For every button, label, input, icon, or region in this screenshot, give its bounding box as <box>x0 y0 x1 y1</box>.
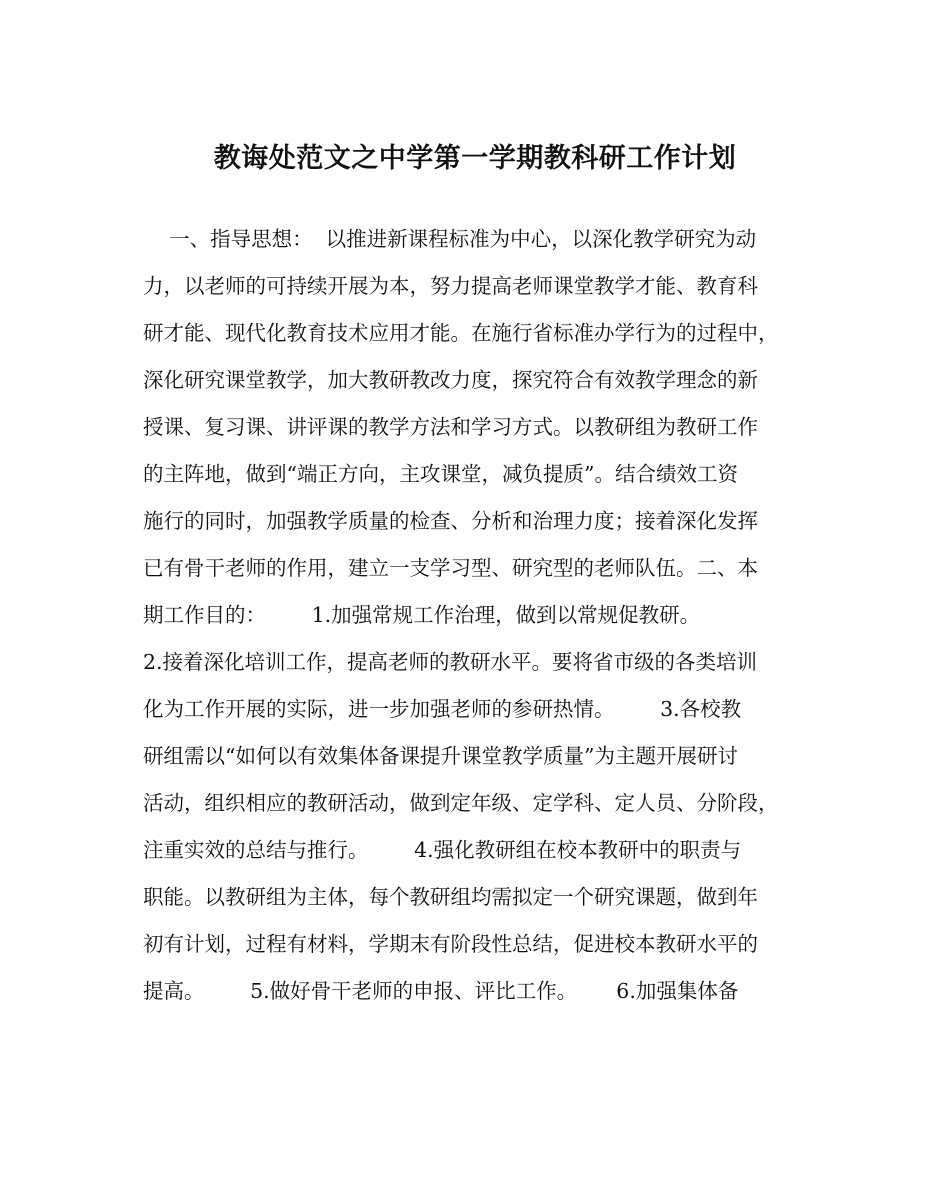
body-line-14: 注重实效的总结与推行。 4.强化教研组在校本教研中的职责与 <box>143 838 742 862</box>
body-line-10: 2.接着深化培训工作，提高老师的教研水平。要将省市级的各类培训 <box>143 650 758 674</box>
body-line-11: 化为工作开展的实际，进一步加强老师的参研热情。 3.各校教 <box>143 697 742 721</box>
body-line-15: 职能。以教研组为主体，每个教研组均需拟定一个研究课题，做到年 <box>143 885 758 909</box>
body-line-7: 施行的同时，加强教学质量的检查、分析和治理力度；接着深化发挥 <box>143 509 758 533</box>
body-line-16: 初有计划，过程有材料，学期末有阶段性总结，促进校本教研水平的 <box>143 932 758 956</box>
body-line-1: 一、指导思想： 以推进新课程标准为中心，以深化教学研究为动 <box>143 227 757 251</box>
body-line-12: 研组需以“如何以有效集体备课提升课堂教学质量”为主题开展研讨 <box>143 744 738 768</box>
body-line-4: 深化研究课堂教学，加大教研教改力度，探究符合有效教学理念的新 <box>143 368 758 392</box>
body-line-6: 的主阵地，做到“端正方向，主攻课堂，减负提质”。结合绩效工资 <box>143 462 738 486</box>
body-line-13: 活动，组织相应的教研活动，做到定年级、定学科、定人员、分阶段， <box>143 791 779 815</box>
body-line-9: 期工作目的： 1.加强常规工作治理，做到以常规促教研。 <box>143 603 701 627</box>
document-title: 教诲处范文之中学第一学期教科研工作计划 <box>213 143 737 174</box>
body-line-17: 提高。 5.做好骨干老师的申报、评比工作。 6.加强集体备 <box>143 979 739 1003</box>
body-line-3: 研才能、现代化教育技术应用才能。在施行省标准办学行为的过程中， <box>143 321 779 345</box>
body-line-2: 力，以老师的可持续开展为本，努力提高老师课堂教学才能、教育科 <box>143 274 758 298</box>
body-line-5: 授课、复习课、讲评课的教学方法和学习方式。以教研组为教研工作 <box>143 415 758 439</box>
body-line-8: 已有骨干老师的作用，建立一支学习型、研究型的老师队伍。二、本 <box>143 556 758 580</box>
